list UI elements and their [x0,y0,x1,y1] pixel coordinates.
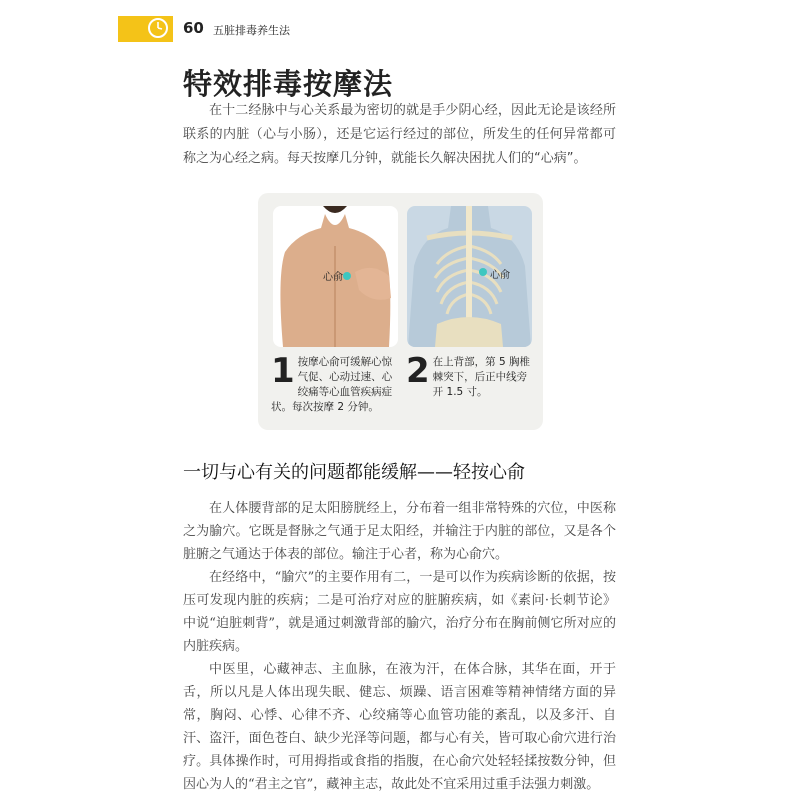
body-text [183,497,616,796]
back-photo [273,206,398,347]
clock-icon [147,17,169,39]
body-paragraph: 中医里，心藏神志、主血脉，在液为汗，在体合脉，其华在面，开于舌，所以凡是人体出现失眠、健忘、烦躁、语言困难等精神情绪方面的异常，胸闷、心悸、心律不齐、心绞痛等心血管功能的紊乱，以及多汗、自汗、盗汗，面色苍白、缺少光泽等问题，都与心有关，皆可取心俞穴进行治疗。具体操作时，可用拇指或食指的指腹，在心俞穴处轻轻揉按数分钟，但因心为人的“君主之官”，藏神主志，故此处不宜采用过重手法强力刺激。 [183,662,616,792]
body-paragraph: 在经络中，“腧穴”的主要作用有二，一是可以作为疾病诊断的依据，按压可发现内脏的疾病；二是可治疗对应的脏腑疾病，如《素问·长刺节论》中说“迫脏刺背”，就是通过刺激背部的腧穴，治疗分布在胸前侧它所对应的内脏疾病。 [183,570,616,654]
section-title: 一切与心有关的问题都能缓解——轻按心俞 [183,462,525,483]
page-number: 60 [183,19,204,37]
acupoint-label: 心俞 [323,272,343,283]
caption-number: 2 [406,351,430,391]
figure-box [258,193,543,430]
intro-paragraph: 在十二经脉中与心关系最为密切的就是手少阴心经，因此无论是该经所联系的内脏（心与小肠），还是它运行经过的部位，所发生的任何异常都可称之为心经之病。每天按摩几分钟，就能长久解决困扰人们的“心病”。 [183,103,616,166]
page-title: 特效排毒按摩法 [183,67,394,101]
caption-text: 按摩心俞可缓解心惊气促、心动过速、心绞痛等心血管疾病症状。每次按摩 2 分钟。 [271,356,393,413]
body-paragraph: 在人体腰背部的足太阳膀胱经上，分布着一组非常特殊的穴位，中医称之为腧穴。它既是督脉之气通于足太阳经，并输注于内脏的部位，又是各个脏腑之气通达于体表的部位。输注于心者，称为心俞穴。 [183,501,616,562]
intro-text [183,99,616,171]
acupoint-label: 心俞 [490,270,510,281]
skeleton-illustration [407,206,532,347]
book-title: 五脏排毒养生法 [213,24,290,37]
caption-number: 1 [271,351,295,391]
figure-caption-1 [271,351,401,415]
figure-caption-2 [406,351,536,400]
caption-text: 在上背部，第 5 胸椎棘突下，后正中线旁开 1.5 寸。 [432,356,531,398]
